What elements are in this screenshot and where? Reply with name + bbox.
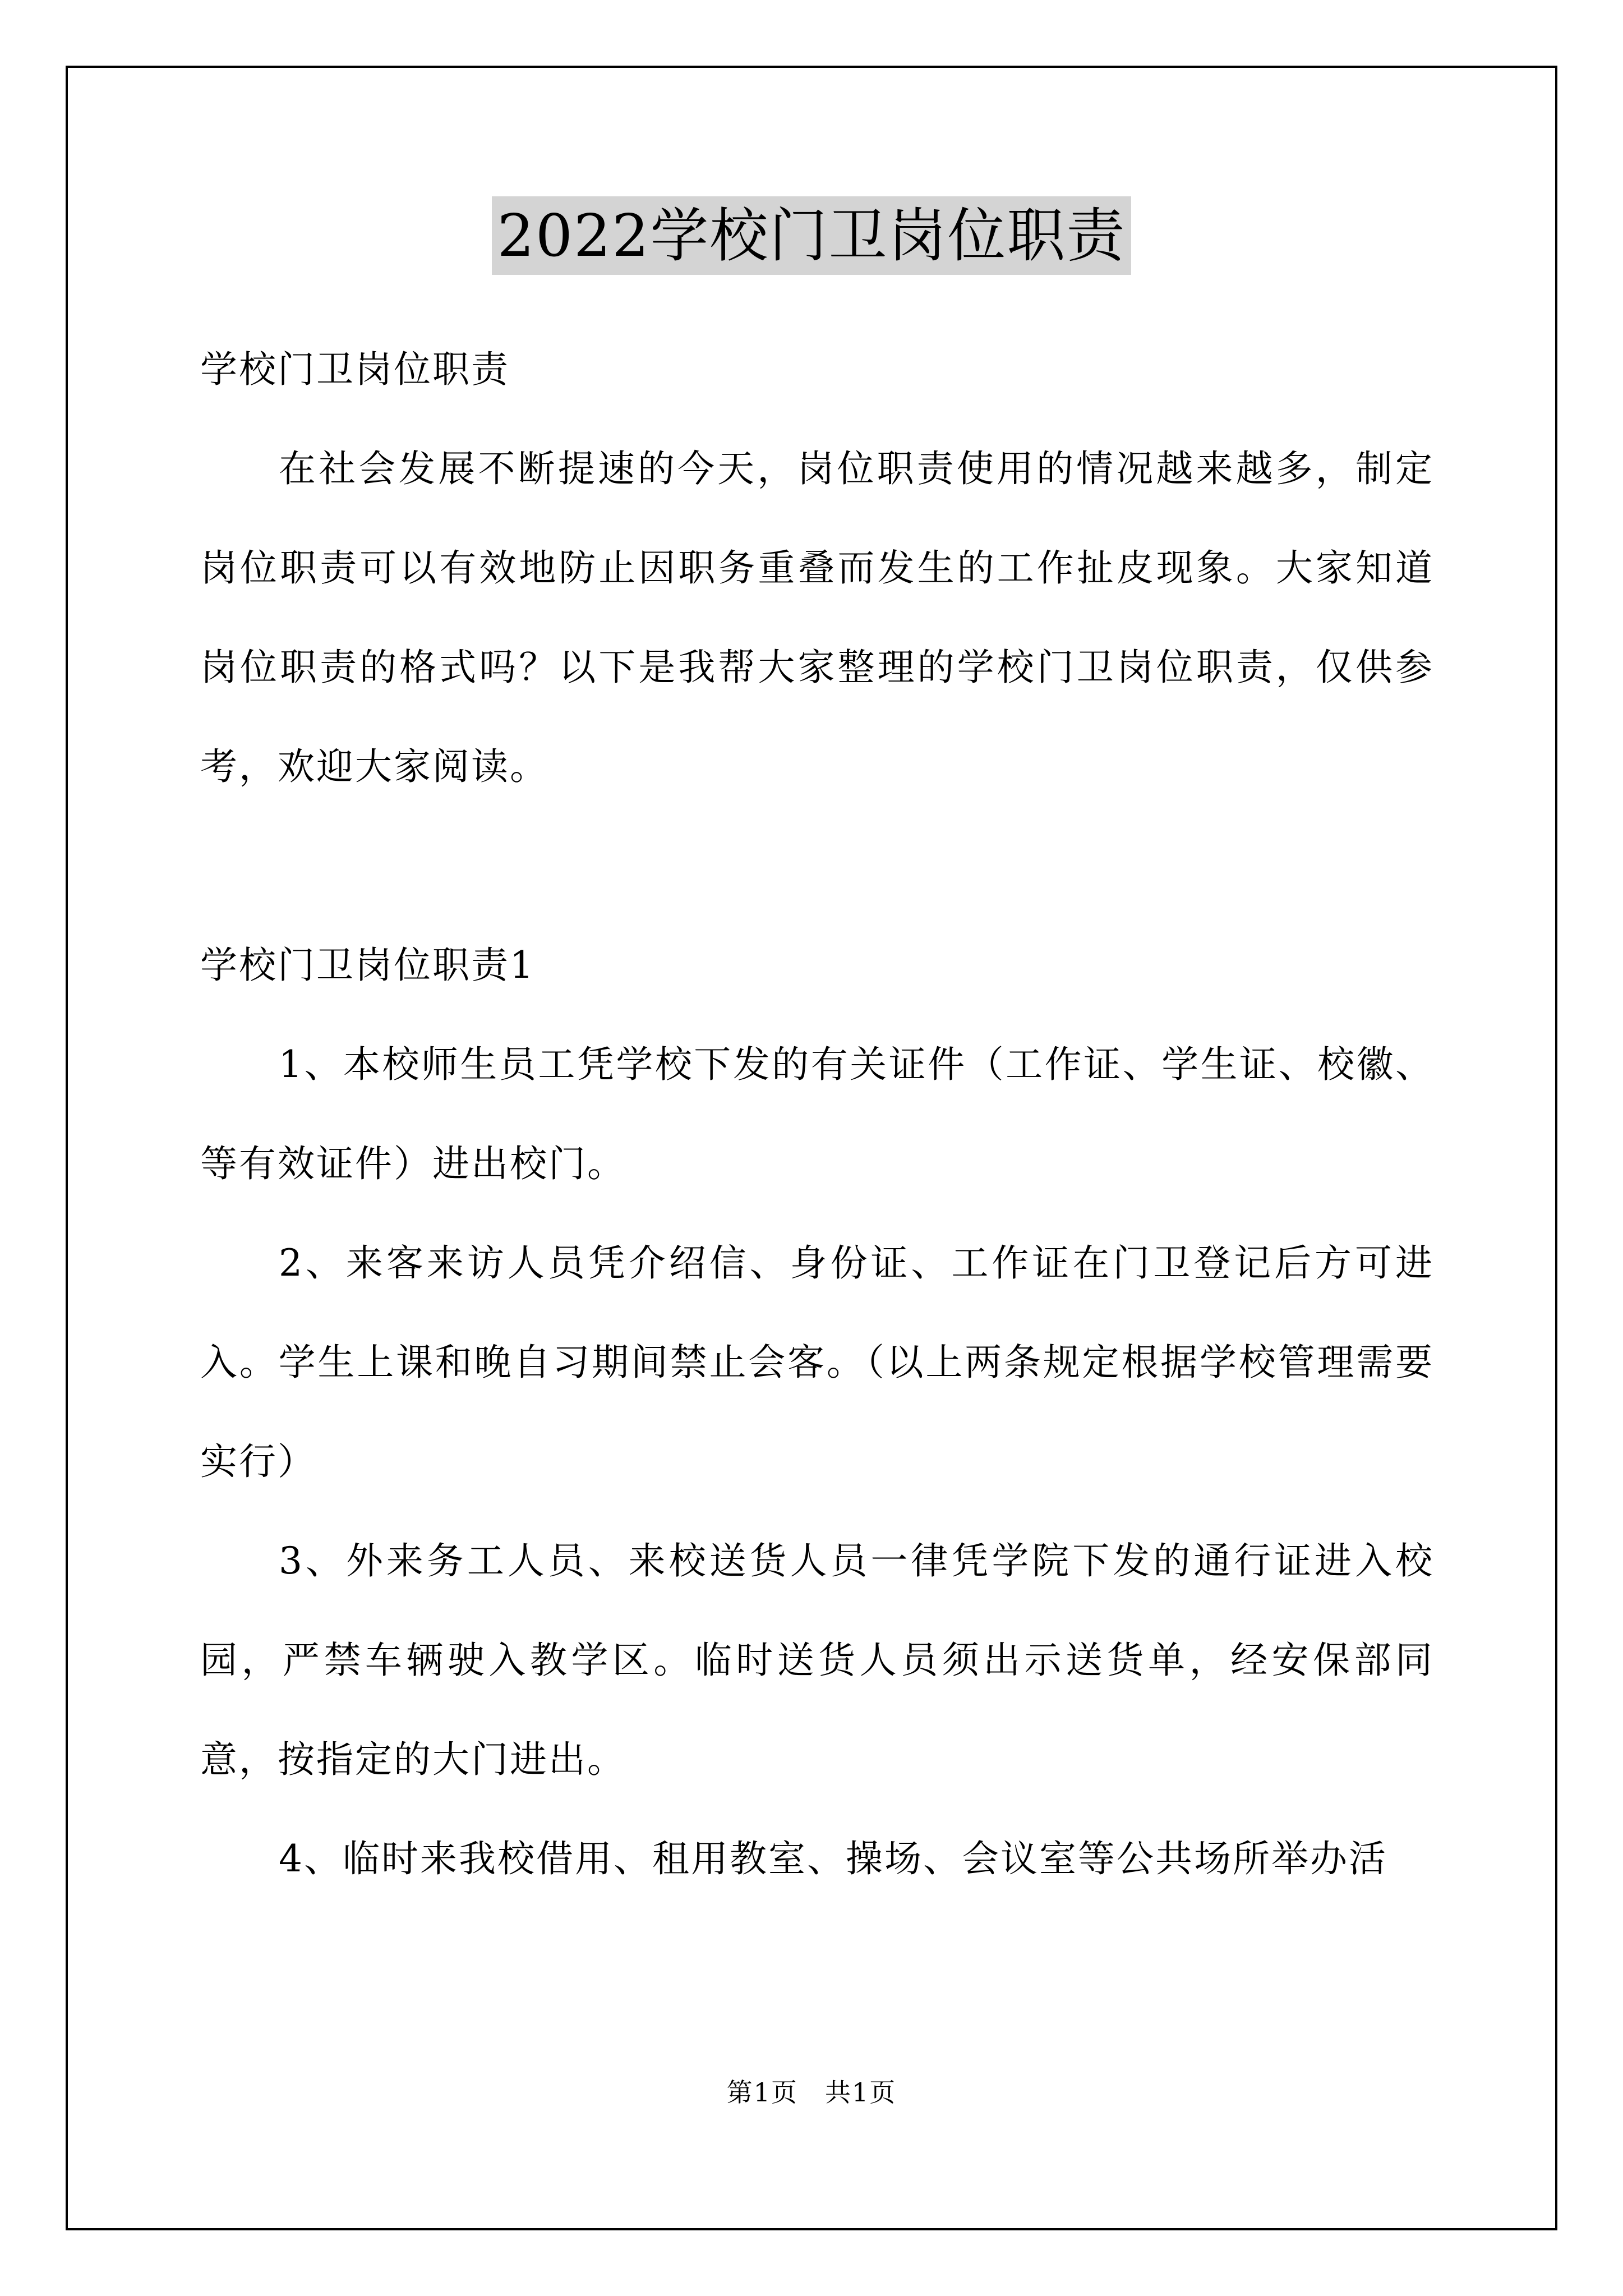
title-wrap — [0, 196, 1623, 275]
list-item: 2、来客来访人员凭介绍信、身份证、工作证在门卫登记后方可进入。学生上课和晚自习期间禁止会客。（以上两条规定根据学校管理需要实行） — [200, 1241, 1434, 1483]
section-heading: 学校门卫岗位职责1 — [200, 944, 535, 987]
document-body — [200, 320, 1434, 1908]
paragraph-gap — [200, 816, 1434, 915]
subheading: 学校门卫岗位职责 — [200, 348, 510, 391]
list-item: 4、临时来我校借用、租用教室、操场、会议室等公共场所举办活 — [279, 1837, 1387, 1880]
list-item: 1、本校师生员工凭学校下发的有关证件（工作证、学生证、校徽、等有效证件）进出校门。 — [200, 1043, 1434, 1185]
intro-paragraph: 在社会发展不断提速的今天，岗位职责使用的情况越来越多，制定岗位职责可以有效地防止因职务重叠而发生的工作扯皮现象。大家知道岗位职责的格式吗？以下是我帮大家整理的学校门卫岗位职责，仅供参考，欢迎大家阅读。 — [200, 447, 1434, 788]
list-item: 3、外来务工人员、来校送货人员一律凭学院下发的通行证进入校园，严禁车辆驶入教学区。临时送货人员须出示送货单，经安保部同意，按指定的大门进出。 — [200, 1539, 1434, 1781]
document-title: 2022学校门卫岗位职责 — [492, 196, 1132, 275]
page-footer: 第1页 共1页 — [726, 2077, 897, 2108]
